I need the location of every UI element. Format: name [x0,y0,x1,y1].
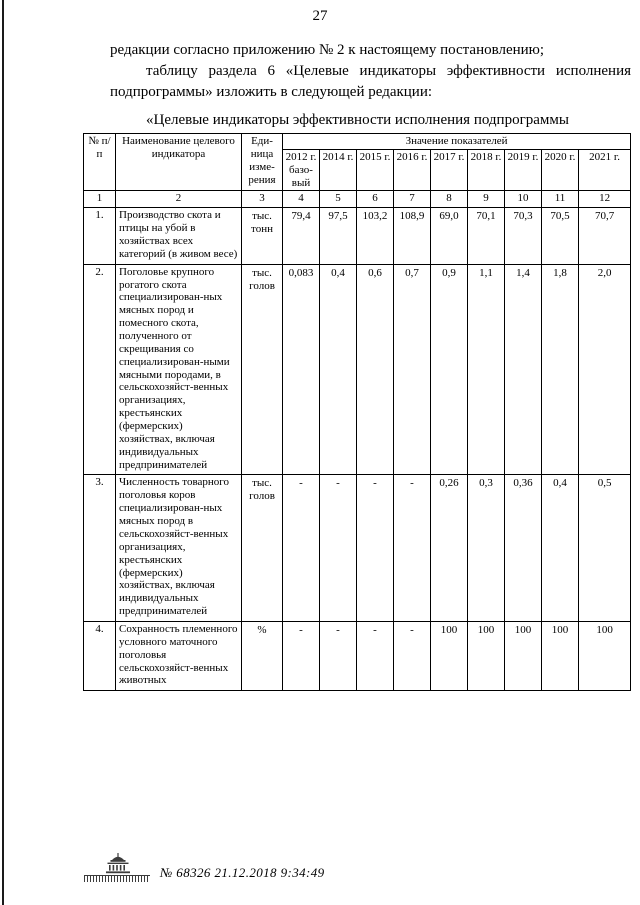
value-cell: - [320,621,357,690]
table-row [84,208,631,264]
column-number-cell: 10 [505,191,542,208]
body-text [110,40,631,131]
stamp-microtext-bar [84,875,150,882]
value-cell: - [320,475,357,621]
table-row [84,264,631,475]
column-number-cell: 4 [283,191,320,208]
value-cell: 0,26 [431,475,468,621]
column-number-cell: 1 [84,191,116,208]
value-cell: 1,4 [505,264,542,475]
unit-cell: тыс. голов [242,475,283,621]
unit-cell: % [242,621,283,690]
registration-number: № 68326 21.12.2018 9:34:49 [160,865,325,880]
value-cell: 70,3 [505,208,542,264]
registration-footer [84,852,325,882]
row-number-cell: 1. [84,208,116,264]
value-cell: 70,7 [579,208,631,264]
header-values-group: Значение показателей [283,134,631,150]
value-cell: 0,7 [394,264,431,475]
indicators-table [83,133,631,691]
year-header-cell: 2018 г. [468,149,505,191]
column-number-row [84,191,631,208]
value-cell: 79,4 [283,208,320,264]
page-number: 27 [312,8,328,24]
value-cell: - [357,621,394,690]
value-cell: 108,9 [394,208,431,264]
value-cell: 100 [579,621,631,690]
value-cell: 0,36 [505,475,542,621]
year-header-cell: 2019 г. [505,149,542,191]
header-unit: Еди-ница изме-рения [242,134,283,191]
government-stamp [84,852,152,882]
column-number-cell: 7 [394,191,431,208]
building-emblem-icon [103,852,133,874]
value-cell: 100 [505,621,542,690]
value-cell: 0,9 [431,264,468,475]
value-cell: 0,3 [468,475,505,621]
value-cell: 100 [468,621,505,690]
year-header-cell: 2020 г. [542,149,579,191]
row-number-cell: 3. [84,475,116,621]
value-cell: 103,2 [357,208,394,264]
column-number-cell: 11 [542,191,579,208]
value-cell: - [283,621,320,690]
year-header-cell: 2014 г. [320,149,357,191]
value-cell: 0,4 [542,475,579,621]
column-number-cell: 5 [320,191,357,208]
indicator-name-cell: Численность товарного поголовья коров специализирован-ных мясных пород в сельскохозяйст-венных организациях, крестьянских (фермерских) хозяйствах, включая индивидуальных предпринимателей [116,475,242,621]
value-cell: 2,0 [579,264,631,475]
value-cell: 0,5 [579,475,631,621]
table-row [84,621,631,690]
table-title: «Целевые индикаторы эффективности исполнения подпрограммы [146,112,569,128]
value-cell: 97,5 [320,208,357,264]
unit-cell: тыс. тонн [242,208,283,264]
year-header-cell: 2021 г. [579,149,631,191]
value-cell: 0,6 [357,264,394,475]
value-cell: - [394,621,431,690]
row-number-cell: 4. [84,621,116,690]
column-number-cell: 8 [431,191,468,208]
value-cell: 70,5 [542,208,579,264]
header-row-number: № п/п [84,134,116,191]
table-row [84,475,631,621]
value-cell: 100 [542,621,579,690]
scan-edge-line [2,0,4,905]
indicator-name-cell: Сохранность племенного условного маточного поголовья сельскохозяйст-венных животных [116,621,242,690]
row-number-cell: 2. [84,264,116,475]
indicator-name-cell: Поголовье крупного рогатого скота специализирован-ных мясных пород и помесного скота, полученного от скрещивания со специализирован-ными мясными породами, в сельскохозяйст-венных организациях, крестьянских (фермерских) хозяйствах, включая индивидуальных предпринимателей [116,264,242,475]
value-cell: - [283,475,320,621]
table-header-row [84,134,631,150]
indicator-name-cell: Производство скота и птицы на убой в хозяйствах всех категорий (в живом весе) [116,208,242,264]
column-number-cell: 9 [468,191,505,208]
value-cell: 70,1 [468,208,505,264]
value-cell: 0,4 [320,264,357,475]
year-header-cell: 2015 г. [357,149,394,191]
value-cell: 69,0 [431,208,468,264]
header-indicator-name: Наименование целевого индикатора [116,134,242,191]
paragraph-amendment-2: таблицу раздела 6 «Целевые индикаторы эффективности исполнения подпрограммы» изложить в следующей редакции: [110,63,631,100]
value-cell: - [357,475,394,621]
year-header-cell: 2016 г. [394,149,431,191]
paragraph-amendment-1: редакции согласно приложению № 2 к настоящему постановлению; [110,42,545,58]
value-cell: - [394,475,431,621]
value-cell: 100 [431,621,468,690]
column-number-cell: 6 [357,191,394,208]
column-number-cell: 12 [579,191,631,208]
value-cell: 1,1 [468,264,505,475]
value-cell: 0,083 [283,264,320,475]
unit-cell: тыс. голов [242,264,283,475]
value-cell: 1,8 [542,264,579,475]
column-number-cell: 2 [116,191,242,208]
column-number-cell: 3 [242,191,283,208]
year-header-cell: 2012 г. базо-вый [283,149,320,191]
year-header-cell: 2017 г. [431,149,468,191]
